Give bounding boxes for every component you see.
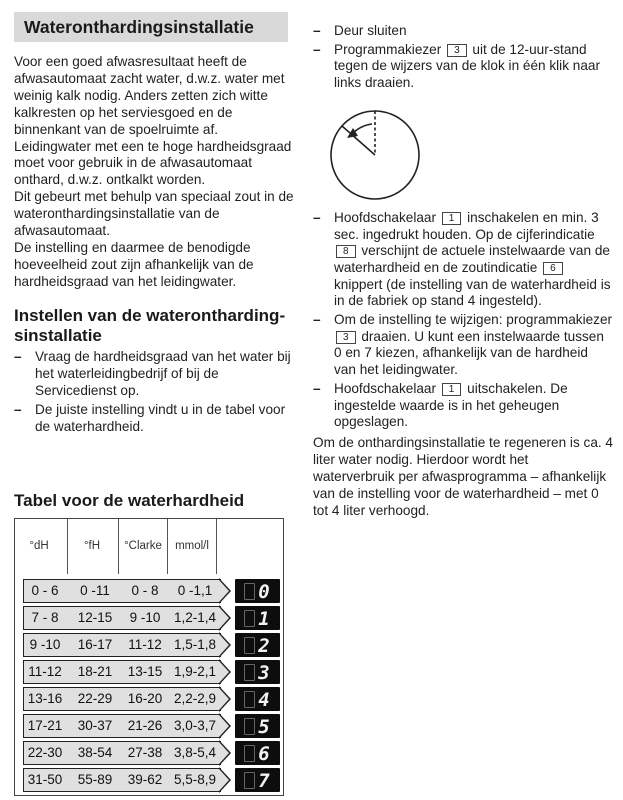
water-hardness-table	[14, 518, 284, 796]
intro-paragraph: Leidingwater met een te hoge hardheidsgraad moet voor gebruik in de afwasautomaat onthard, d.w.z. ontkalkt worden.	[14, 138, 292, 188]
header-dh: °dH	[29, 540, 49, 552]
table-row	[23, 606, 271, 630]
cell-mmol: 2,2-2,9	[173, 691, 217, 706]
cell-fh: 0 -11	[80, 583, 110, 598]
header-fh: °fH	[83, 540, 101, 552]
intro-paragraph: Voor een goed afwasresultaat heeft de afwasautomaat zacht water, d.w.z. water met weinig kalk nodig. Anders zetten zich witte kalkresten op het serviesgoed en de binnenkant van de spoelruimte af.	[14, 54, 285, 137]
cell-dh: 22-30	[27, 745, 63, 760]
cell-mmol: 1,5-1,8	[173, 637, 217, 652]
right-instruction-list-2	[313, 210, 613, 431]
cell-dh: 31-50	[27, 772, 63, 787]
step-main-switch-off: – Hoofdschakelaar 1 uitschakelen. De ingestelde waarde is in het geheugen opgeslagen.	[313, 381, 613, 431]
table-row	[23, 768, 271, 792]
table-header	[15, 519, 215, 574]
program-selector-badge: 3	[336, 331, 356, 344]
cell-fh: 16-17	[77, 637, 113, 652]
cell-clarke: 13-15	[127, 664, 163, 679]
cell-dh: 11-12	[28, 664, 62, 679]
subheading: Instellen van de wateronthardingsinstallatie	[14, 305, 286, 345]
segment-display	[235, 606, 280, 630]
cell-mmol: 3,0-3,7	[173, 718, 217, 733]
table-row	[23, 660, 271, 684]
display-digit: 2	[258, 634, 271, 657]
display-digit: 3	[258, 661, 271, 684]
list-item: – Vraag de hardheidsgraad van het water bij het waterleidingbedrijf of bij de Servicedienst op.	[14, 349, 299, 400]
digit-indicator-badge: 8	[336, 245, 356, 258]
cell-mmol: 1,2-1,4	[173, 610, 217, 625]
cell-clarke: 27-38	[127, 745, 163, 760]
cell-dh: 9 -10	[29, 637, 61, 652]
cell-clarke: 11-12	[128, 637, 162, 652]
step-change-setting: – Om de instelling te wijzigen: programmakiezer 3 draaien. U kunt een instelwaarde tussen 0 en 7 kiezen, afhankelijk van de hardheid van het leidingwater.	[313, 312, 613, 379]
main-switch-badge: 1	[442, 212, 462, 225]
program-dial-icon	[330, 102, 420, 202]
cell-clarke: 9 -10	[129, 610, 161, 625]
cell-clarke: 39-62	[127, 772, 163, 787]
cell-dh: 7 - 8	[31, 610, 59, 625]
cell-dh: 13-16	[27, 691, 63, 706]
cell-clarke: 21-26	[127, 718, 163, 733]
cell-fh: 30-37	[77, 718, 113, 733]
left-column	[14, 12, 299, 439]
cell-fh: 22-29	[77, 691, 113, 706]
table-title: Tabel voor de waterhardheid	[14, 491, 245, 510]
regeneration-note: Om de onthardingsinstallatie te regeneren is ca. 4 liter water nodig. Hierdoor wordt het waterverbruik per afwasprogramma – afhankelijk van de instelling voor de waterhardheid – met 0 tot 4 liter verhoogd.	[313, 434, 613, 518]
table-row	[23, 633, 271, 657]
segment-display	[235, 741, 280, 765]
segment-display	[235, 768, 280, 792]
dial-diagram	[313, 102, 613, 202]
section-title: Wateronthardingsinstallatie	[14, 12, 288, 42]
cell-fh: 12-15	[77, 610, 113, 625]
list-item: – De juiste instelling vindt u in de tabel voor de waterhardheid.	[14, 402, 299, 436]
cell-fh: 18-21	[77, 664, 113, 679]
display-digit: 6	[258, 742, 271, 765]
segment-display	[235, 660, 280, 684]
segment-display	[235, 579, 280, 603]
header-mmol: mmol/l	[175, 540, 209, 552]
intro-text	[14, 54, 299, 291]
cell-dh: 0 - 6	[31, 583, 59, 598]
table-row	[23, 687, 271, 711]
cell-clarke: 0 - 8	[131, 583, 159, 598]
cell-clarke: 16-20	[127, 691, 163, 706]
cell-mmol: 0 -1,1	[177, 583, 213, 598]
intro-paragraph: De instelling en daarmee de benodigde hoeveelheid zout zijn afhankelijk van de hardheidsgraad van het leidingwater.	[14, 239, 254, 289]
step-close-door: – Deur sluiten	[313, 23, 613, 40]
step-main-switch-on: – Hoofdschakelaar 1 inschakelen en min. 3 sec. ingedrukt houden. Op de cijferindicatie 8 verschijnt de actuele instelwaarde van de waterhardheid en de zoutindicatie 6 knippert (de instelling van de waterhardheid is in de fabriek op stand 4 ingesteld).	[313, 210, 613, 310]
segment-display	[235, 687, 280, 711]
cell-mmol: 5,5-8,9	[173, 772, 217, 787]
display-digit: 7	[258, 769, 271, 792]
right-instruction-list	[313, 23, 613, 92]
step-program-selector: – Programmakiezer 3 uit de 12-uur-stand tegen de wijzers van de klok in één klik naar links draaien.	[313, 42, 613, 92]
main-switch-badge: 1	[442, 383, 462, 396]
display-digit: 5	[258, 715, 271, 738]
right-column	[313, 20, 613, 519]
cell-fh: 55-89	[77, 772, 113, 787]
cell-mmol: 1,9-2,1	[173, 664, 217, 679]
display-digit: 4	[258, 688, 271, 711]
cell-mmol: 3,8-5,4	[173, 745, 217, 760]
salt-indicator-badge: 6	[543, 262, 563, 275]
display-digit: 1	[258, 607, 271, 630]
segment-display	[235, 714, 280, 738]
intro-paragraph: Dit gebeurt met behulp van speciaal zout in de wateronthardingsinstallatie van de afwasautomaat.	[14, 189, 294, 239]
header-clarke: °Clarke	[124, 540, 162, 552]
table-row	[23, 714, 271, 738]
program-selector-badge: 3	[447, 44, 467, 57]
cell-fh: 38-54	[77, 745, 113, 760]
table-row	[23, 579, 271, 603]
segment-display	[235, 633, 280, 657]
display-digit: 0	[258, 580, 271, 603]
cell-dh: 17-21	[27, 718, 63, 733]
left-instruction-list	[14, 349, 299, 437]
table-row	[23, 741, 271, 765]
